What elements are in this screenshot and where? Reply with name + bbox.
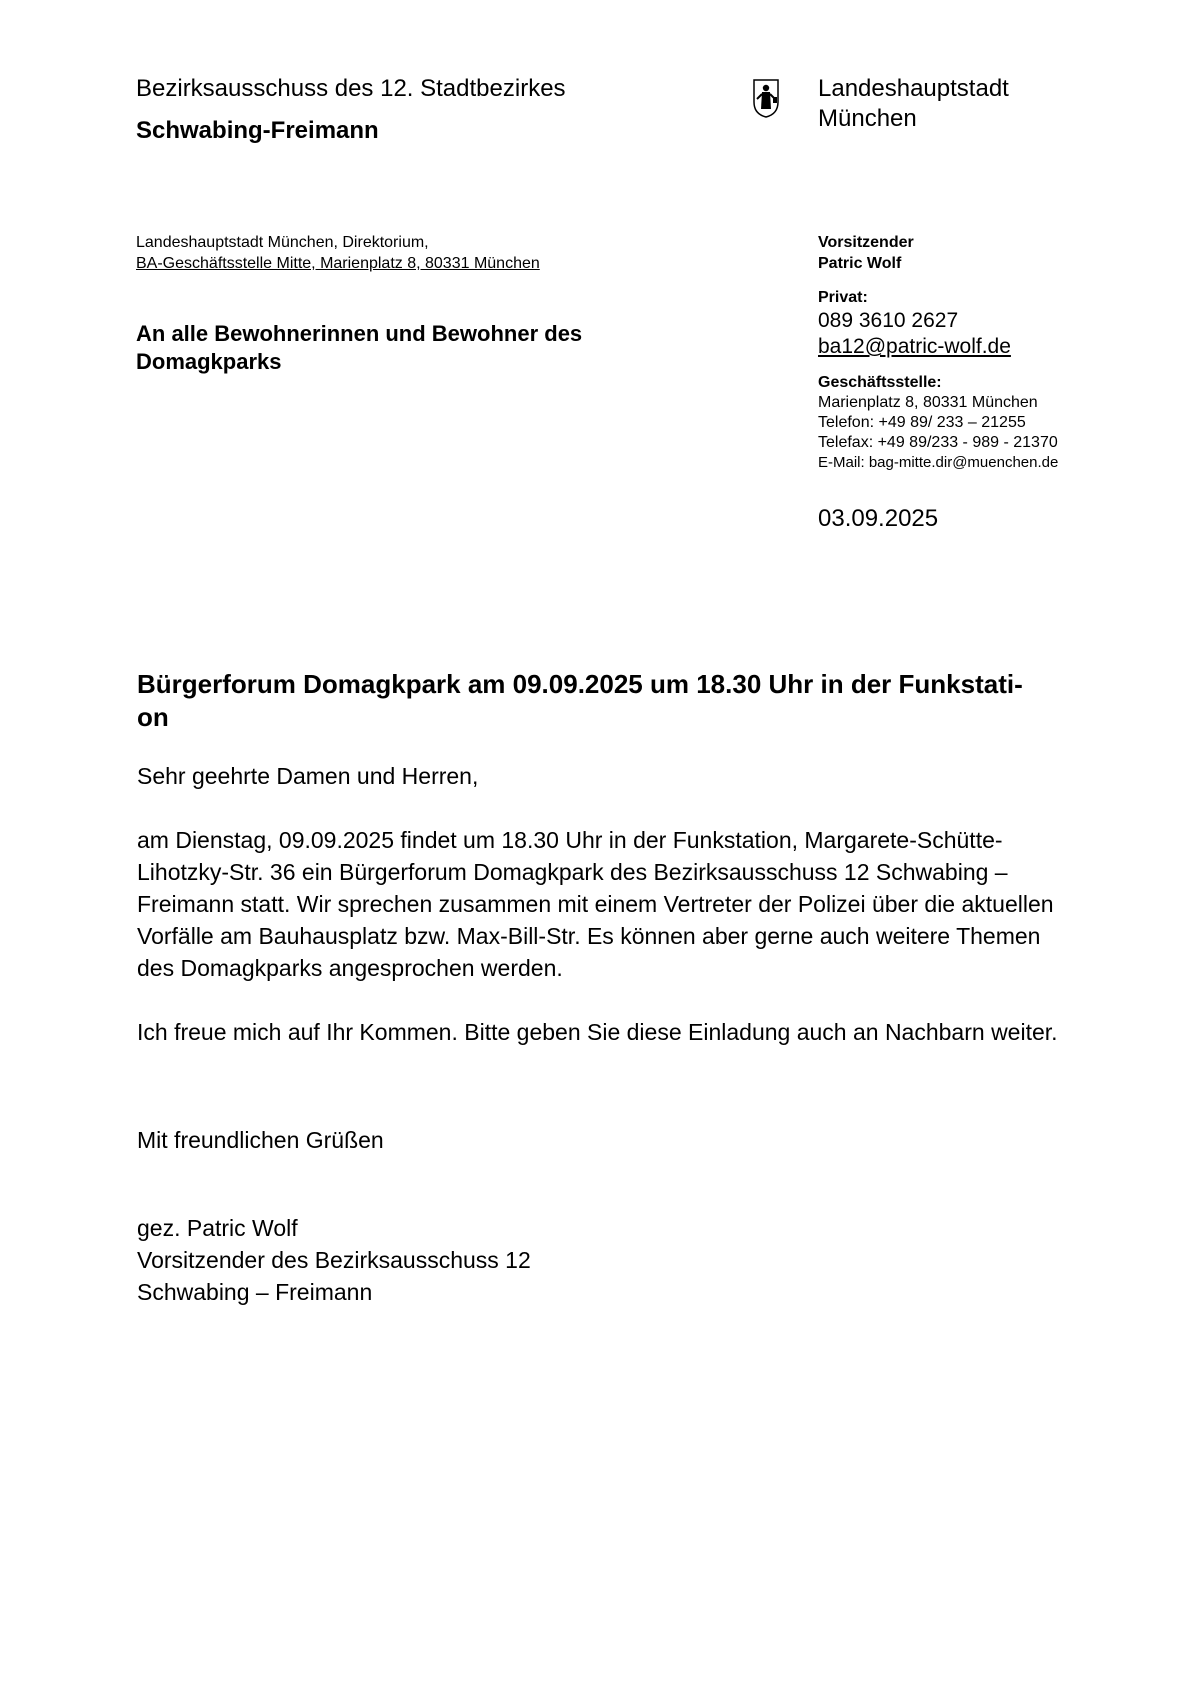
body-paragraph [137, 824, 1127, 984]
recipient-line1: An alle Bewohnerinnen und Bewohner des [136, 321, 583, 346]
org-name-line1: Bezirksausschuss des 12. Stadtbezirkes [136, 75, 566, 102]
signature-line3: Schwabing – Freimann [137, 1279, 373, 1305]
signature-block [137, 1212, 1127, 1308]
body-line: des Domagkparks angesprochen werden. [137, 955, 563, 981]
office-phone: Telefon: +49 89/ 233 – 21255 [818, 414, 1026, 431]
signature-line1: gez. Patric Wolf [137, 1215, 298, 1241]
salutation: Sehr geehrte Damen und Herren, [137, 763, 479, 789]
body-line: Freimann statt. Wir sprechen zusammen mit einem Vertreter der Polizei über die aktuellen [137, 891, 1054, 917]
letter-subject [137, 668, 1107, 734]
recipient-line2: Domagkparks [136, 349, 282, 374]
private-label: Privat: [818, 289, 868, 306]
office-fax: Telefax: +49 89/233 - 989 - 21370 [818, 434, 1058, 451]
city-name [818, 74, 1009, 134]
office-address: Marienplatz 8, 80331 München [818, 394, 1038, 411]
sender-address [136, 232, 540, 274]
contact-name: Patric Wolf [818, 255, 902, 272]
office-email: E-Mail: bag-mitte.dir@muenchen.de [818, 454, 1059, 471]
body-line: am Dienstag, 09.09.2025 findet um 18.30 Uhr in der Funkstation, Margarete-Schütte- [137, 827, 1003, 853]
org-name-line2: Schwabing-Freimann [136, 117, 379, 144]
subject-line2: on [137, 702, 169, 732]
closing: Mit freundlichen Grüßen [137, 1127, 384, 1153]
invitation-text: Ich freue mich auf Ihr Kommen. Bitte geben Sie diese Einladung auch an Nachbarn weiter. [137, 1019, 1058, 1045]
private-phone: 089 3610 2627 [818, 309, 959, 332]
munich-monk-crest-icon [752, 78, 780, 118]
private-email-link[interactable]: ba12@patric-wolf.de [818, 335, 1011, 358]
signature-line2: Vorsitzender des Bezirksausschuss 12 [137, 1247, 531, 1273]
letter-date: 03.09.2025 [818, 505, 939, 532]
sender-line2: BA-Geschäftsstelle Mitte, Marienplatz 8, 80331 München [136, 255, 540, 272]
sender-line1: Landeshauptstadt München, Direktorium, [136, 234, 429, 251]
recipient-address [136, 320, 696, 376]
body-line: Vorfälle am Bauhausplatz bzw. Max-Bill-Str. Es können aber gerne auch weitere Themen [137, 923, 1041, 949]
city-name-line2: München [818, 105, 917, 132]
office-label: Geschäftsstelle: [818, 374, 942, 391]
contact-role: Vorsitzender [818, 234, 914, 251]
contact-block [818, 232, 1158, 473]
city-name-line1: Landeshauptstadt [818, 75, 1009, 102]
body-line: Lihotzky-Str. 36 ein Bürgerforum Domagkpark des Bezirksausschuss 12 Schwabing – [137, 859, 1008, 885]
subject-line1: Bürgerforum Domagkpark am 09.09.2025 um 18.30 Uhr in der Funkstati- [137, 669, 1023, 699]
